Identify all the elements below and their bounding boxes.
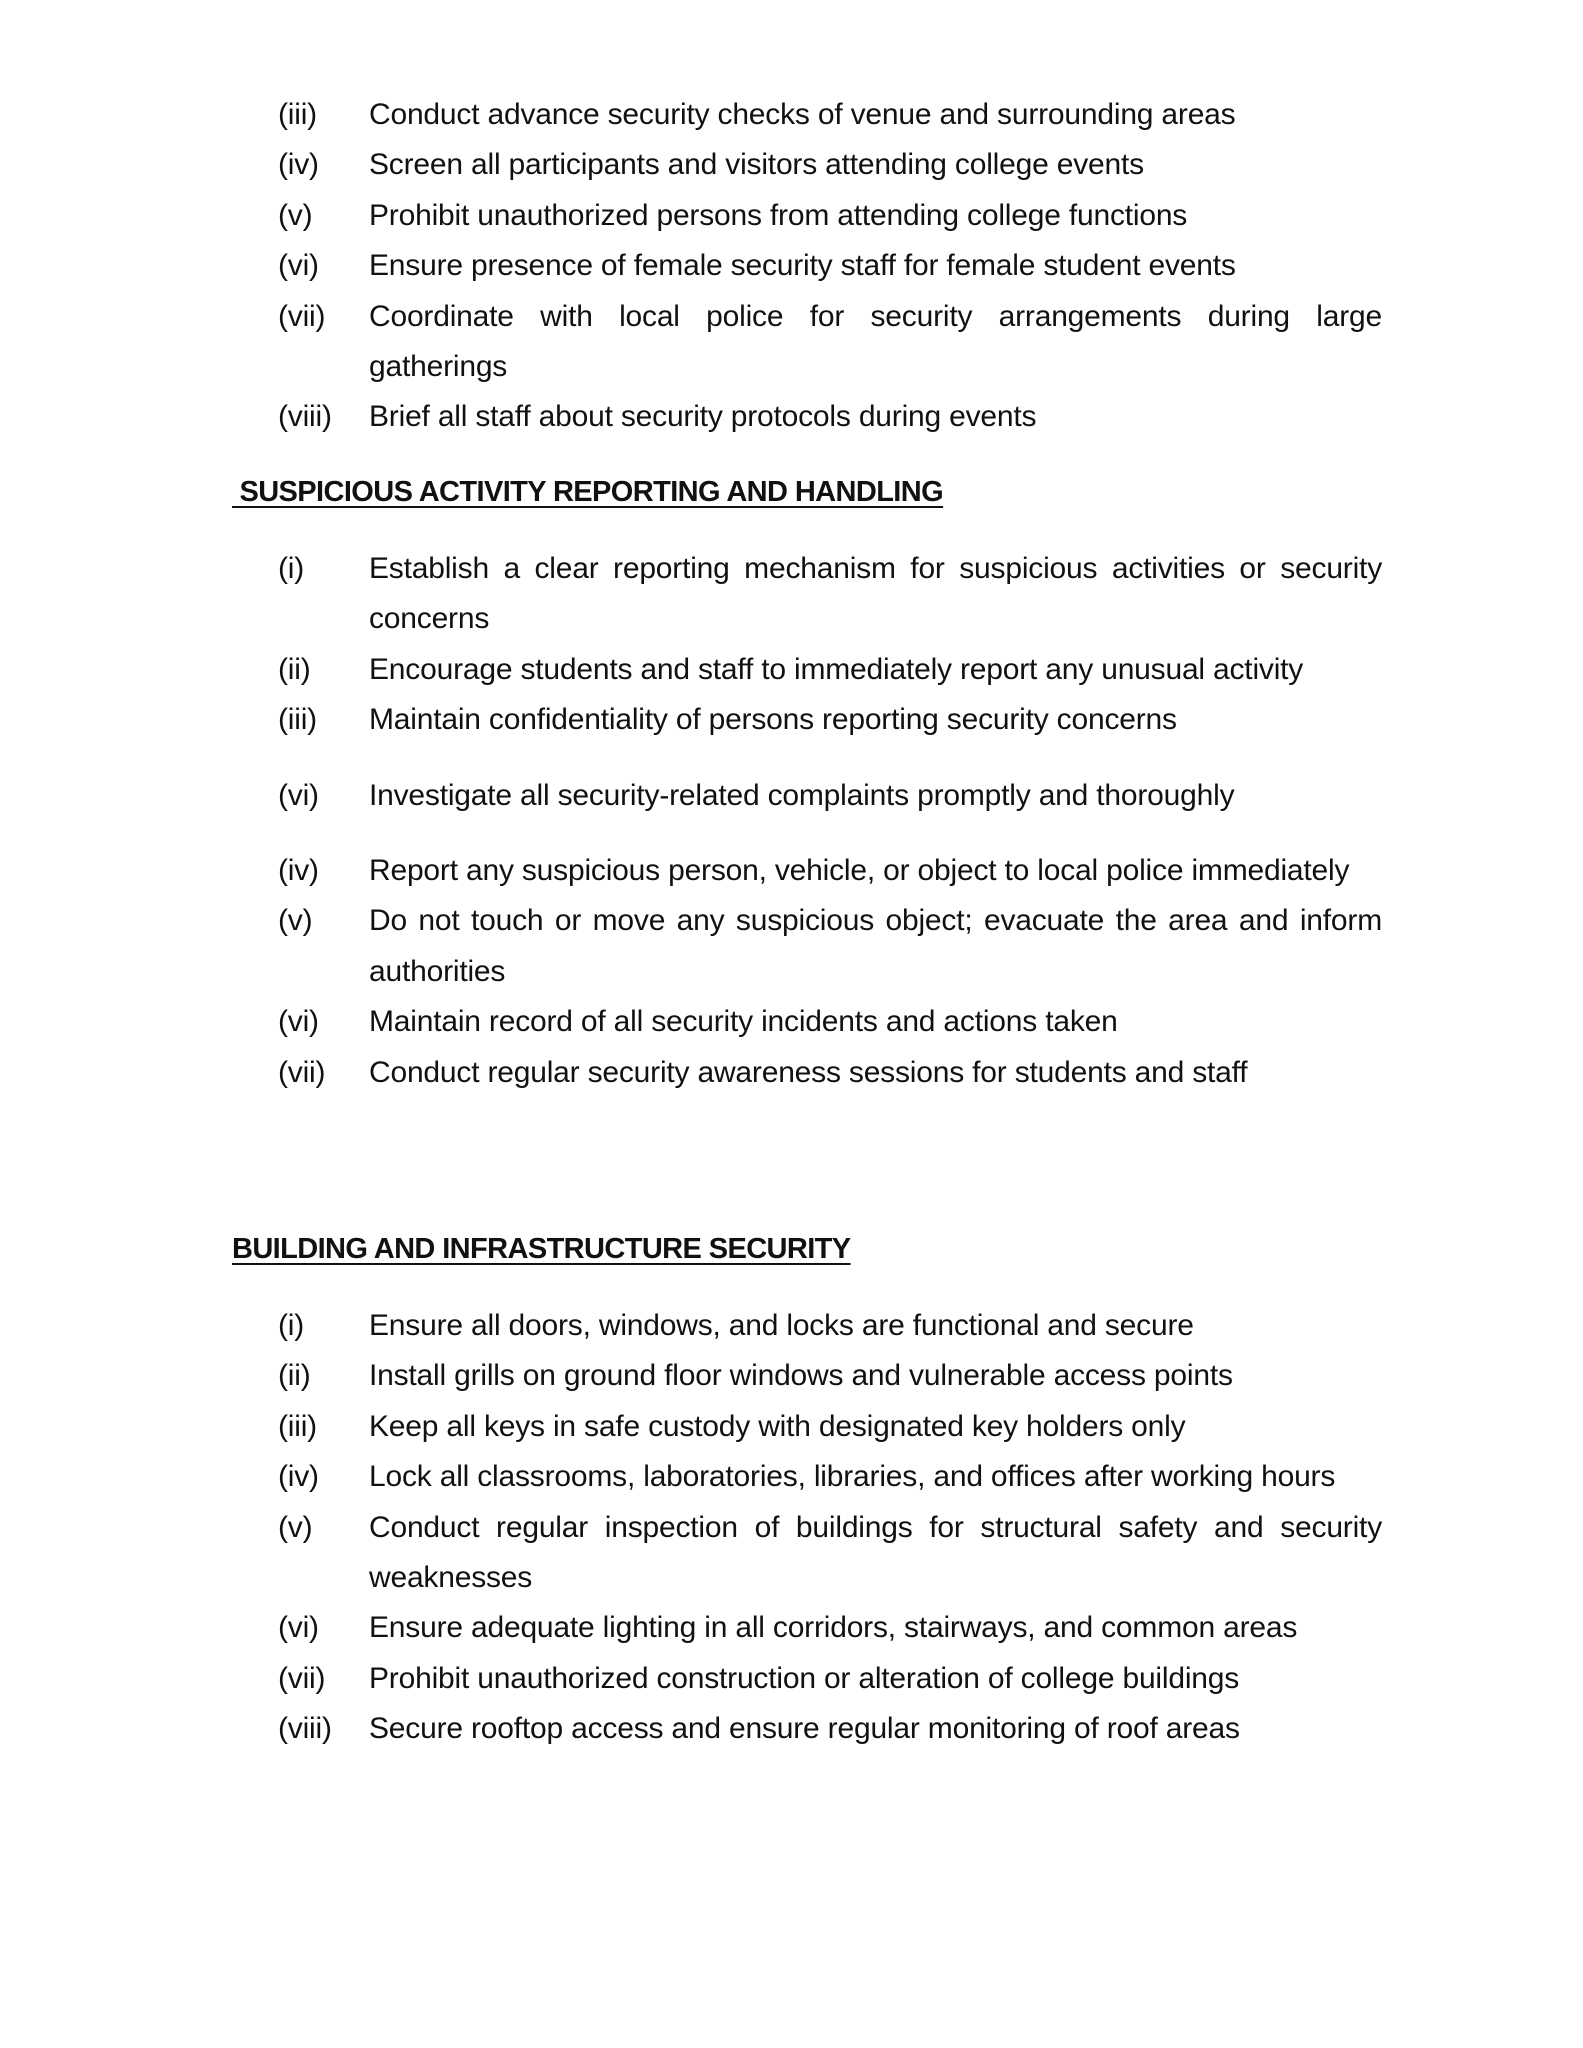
item-text: Report any suspicious person, vehicle, or object to local police immediately bbox=[369, 854, 1350, 888]
item-number: (vi) bbox=[278, 1611, 319, 1645]
item-text: Maintain confidentiality of persons reporting security concerns bbox=[369, 703, 1177, 737]
item-text: Prohibit unauthorized persons from attending college functions bbox=[369, 198, 1188, 232]
item-text: Do not touch or move any suspicious object; evacuate the area and inform authorities bbox=[369, 904, 1382, 988]
item-text: Brief all staff about security protocols during events bbox=[369, 400, 1037, 434]
item-text: Secure rooftop access and ensure regular monitoring of roof areas bbox=[369, 1712, 1240, 1746]
item-number: (i) bbox=[278, 552, 305, 585]
building-security-list bbox=[278, 1301, 1382, 1755]
item-number: (vii) bbox=[278, 299, 326, 333]
list-item bbox=[278, 1351, 1382, 1401]
item-number: (v) bbox=[278, 198, 313, 232]
item-text: Ensure adequate lighting in all corridors, stairways, and common areas bbox=[369, 1611, 1298, 1645]
item-text: Screen all participants and visitors attending college events bbox=[369, 148, 1144, 182]
item-text: Conduct regular inspection of buildings for structural safety and security weaknesses bbox=[369, 1510, 1382, 1595]
suspicious-activity-list bbox=[278, 544, 1382, 1098]
item-number: (iv) bbox=[278, 1460, 319, 1494]
item-text: Install grills on ground floor windows and vulnerable access points bbox=[369, 1359, 1233, 1393]
list-item bbox=[278, 392, 1382, 442]
item-number: (v) bbox=[278, 904, 313, 938]
item-number: (iii) bbox=[278, 1409, 317, 1443]
item-number: (ii) bbox=[278, 1359, 311, 1393]
item-text: Ensure all doors, windows, and locks are functional and secure bbox=[369, 1309, 1194, 1342]
list-item bbox=[278, 241, 1382, 291]
list-item bbox=[278, 896, 1382, 997]
item-text: Conduct regular security awareness sessions for students and staff bbox=[369, 1055, 1248, 1089]
list-item bbox=[278, 695, 1382, 745]
item-number: (vii) bbox=[278, 1661, 326, 1695]
list-item bbox=[278, 90, 1382, 140]
item-text: Establish a clear reporting mechanism for suspicious activities or security concerns bbox=[369, 552, 1382, 636]
list-item bbox=[278, 1503, 1382, 1604]
item-text: Ensure presence of female security staff for female student events bbox=[369, 249, 1236, 283]
list-item bbox=[278, 140, 1382, 190]
item-text: Conduct advance security checks of venue and surrounding areas bbox=[369, 98, 1236, 131]
item-number: (iv) bbox=[278, 854, 319, 888]
section-heading-suspicious-activity: SUSPICIOUS ACTIVITY REPORTING AND HANDLING bbox=[232, 476, 944, 508]
item-number: (viii) bbox=[278, 1712, 332, 1746]
item-text: Prohibit unauthorized construction or alteration of college buildings bbox=[369, 1661, 1240, 1695]
item-text: Investigate all security-related complaints promptly and thoroughly bbox=[369, 778, 1235, 812]
list-item bbox=[278, 544, 1382, 645]
item-text: Encourage students and staff to immediately report any unusual activity bbox=[369, 652, 1304, 686]
list-item bbox=[278, 1402, 1382, 1452]
item-number: (vi) bbox=[278, 249, 319, 283]
item-text: Keep all keys in safe custody with designated key holders only bbox=[369, 1409, 1186, 1443]
item-number: (i) bbox=[278, 1309, 305, 1342]
item-number: (vii) bbox=[278, 1055, 326, 1089]
item-number: (vi) bbox=[278, 778, 319, 812]
list-item bbox=[278, 191, 1382, 241]
list-item bbox=[278, 645, 1382, 695]
item-number: (iii) bbox=[278, 98, 317, 131]
list-item bbox=[278, 997, 1382, 1047]
section-heading-building-security: BUILDING AND INFRASTRUCTURE SECURITY bbox=[232, 1233, 851, 1265]
item-number: (iii) bbox=[278, 703, 317, 737]
list-item bbox=[278, 846, 1382, 896]
item-text: Coordinate with local police for security arrangements during large gatherings bbox=[369, 299, 1382, 384]
item-number: (ii) bbox=[278, 652, 311, 686]
list-item bbox=[278, 1301, 1382, 1351]
list-item bbox=[278, 1603, 1382, 1653]
item-text: Lock all classrooms, laboratories, libraries, and offices after working hours bbox=[369, 1460, 1336, 1494]
list-item bbox=[278, 1048, 1382, 1098]
item-number: (viii) bbox=[278, 400, 332, 434]
item-number: (iv) bbox=[278, 148, 319, 182]
list-item bbox=[278, 1704, 1382, 1754]
item-number: (v) bbox=[278, 1510, 313, 1544]
item-text: Maintain record of all security incidents and actions taken bbox=[369, 1005, 1118, 1039]
list-item bbox=[278, 1654, 1382, 1704]
list-item bbox=[278, 771, 1382, 821]
list-item bbox=[278, 292, 1382, 393]
event-security-list bbox=[278, 90, 1382, 443]
item-number: (vi) bbox=[278, 1005, 319, 1039]
list-item bbox=[278, 1452, 1382, 1502]
